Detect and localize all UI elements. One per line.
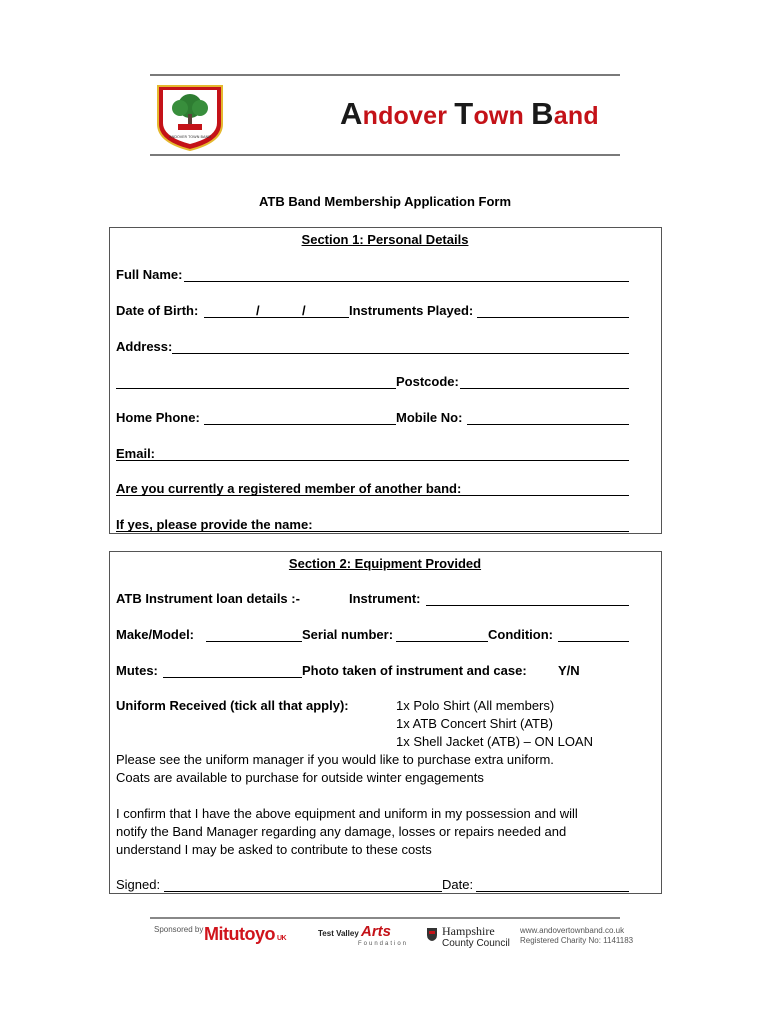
uniform-note-2: Coats are available to purchase for outside winter engagements	[116, 770, 484, 785]
if-yes-field[interactable]	[116, 531, 629, 532]
postcode-field[interactable]	[460, 388, 629, 389]
make-model-label: Make/Model:	[116, 627, 195, 642]
sponsored-by: Sponsored by	[154, 925, 204, 934]
home-phone-label: Home Phone:	[116, 410, 200, 425]
signed-label: Signed:	[116, 877, 161, 892]
serial-label: Serial number:	[302, 627, 394, 642]
confirm-line-1: I confirm that I have the above equipment and uniform in my possession and will	[116, 806, 578, 821]
form-title: ATB Band Membership Application Form	[258, 194, 512, 209]
other-band-label: Are you currently a registered member of another band:	[116, 481, 462, 496]
footer-web-info	[520, 926, 633, 947]
website-link[interactable]: www.andovertownband.co.uk	[520, 926, 625, 935]
confirm-line-2: notify the Band Manager regarding any damage, losses or repairs needed and	[116, 824, 567, 839]
hampshire-crest-icon	[426, 926, 438, 942]
mutes-field[interactable]	[163, 677, 302, 678]
mobile-field[interactable]	[467, 424, 629, 425]
charity-number: Registered Charity No: 1141183	[520, 936, 634, 946]
dob-label: Date of Birth:	[116, 303, 199, 318]
make-model-field[interactable]	[206, 641, 302, 642]
test-valley-arts-logo: Test Valley Arts Foundation	[318, 923, 409, 947]
instrument-label: Instrument:	[349, 591, 421, 606]
confirm-line-3: understand I may be asked to contribute to these costs	[116, 842, 432, 857]
band-logo	[150, 80, 230, 152]
date-field[interactable]	[476, 891, 629, 892]
header-top-rule	[150, 74, 620, 76]
mutes-label: Mutes:	[116, 663, 158, 678]
loan-details-label: ATB Instrument loan details :-	[116, 591, 300, 606]
uniform-item-shell-jacket[interactable]: 1x Shell Jacket (ATB) – ON LOAN	[396, 734, 593, 749]
instruments-label: Instruments Played:	[349, 303, 474, 318]
band-title: Andover Town Band	[340, 96, 599, 131]
dob-slash-1: /	[256, 303, 260, 318]
postcode-label: Postcode:	[396, 374, 459, 389]
hampshire-cc-logo: Hampshire County Council	[442, 924, 510, 949]
date-label: Date:	[442, 877, 474, 892]
section2-heading: Section 2: Equipment Provided	[288, 556, 482, 571]
signed-field[interactable]	[164, 891, 442, 892]
section1-heading: Section 1: Personal Details	[301, 232, 469, 247]
dob-slash-2: /	[302, 303, 306, 318]
dob-field[interactable]	[204, 317, 349, 318]
photo-yn[interactable]: Y/N	[558, 663, 580, 678]
full-name-field[interactable]	[184, 281, 629, 282]
photo-label: Photo taken of instrument and case:	[302, 663, 527, 678]
serial-field[interactable]	[396, 641, 488, 642]
home-phone-field[interactable]	[204, 424, 396, 425]
uniform-item-concert-shirt[interactable]: 1x ATB Concert Shirt (ATB)	[396, 716, 554, 731]
footer-rule	[150, 917, 620, 919]
logo-banner-text: ANDOVER TOWN BAND	[169, 135, 211, 139]
uniform-label: Uniform Received (tick all that apply):	[116, 698, 349, 713]
mobile-label: Mobile No:	[396, 410, 463, 425]
condition-field[interactable]	[558, 641, 629, 642]
address-field-1[interactable]	[172, 353, 629, 354]
other-band-field[interactable]	[116, 495, 629, 496]
instruments-field[interactable]	[477, 317, 629, 318]
email-label: Email:	[116, 446, 156, 461]
uniform-note-1: Please see the uniform manager if you would like to purchase extra uniform.	[116, 752, 554, 767]
mitutoyo-logo: Mitutoyo UK	[204, 924, 287, 944]
instrument-field[interactable]	[426, 605, 629, 606]
header-bottom-rule	[150, 154, 620, 156]
address-field-2[interactable]	[116, 388, 396, 389]
email-field[interactable]	[116, 460, 629, 461]
condition-label: Condition:	[488, 627, 553, 642]
full-name-label: Full Name:	[116, 267, 183, 282]
address-label: Address:	[116, 339, 173, 354]
if-yes-label: If yes, please provide the name:	[116, 517, 313, 532]
uniform-item-polo[interactable]: 1x Polo Shirt (All members)	[396, 698, 555, 713]
